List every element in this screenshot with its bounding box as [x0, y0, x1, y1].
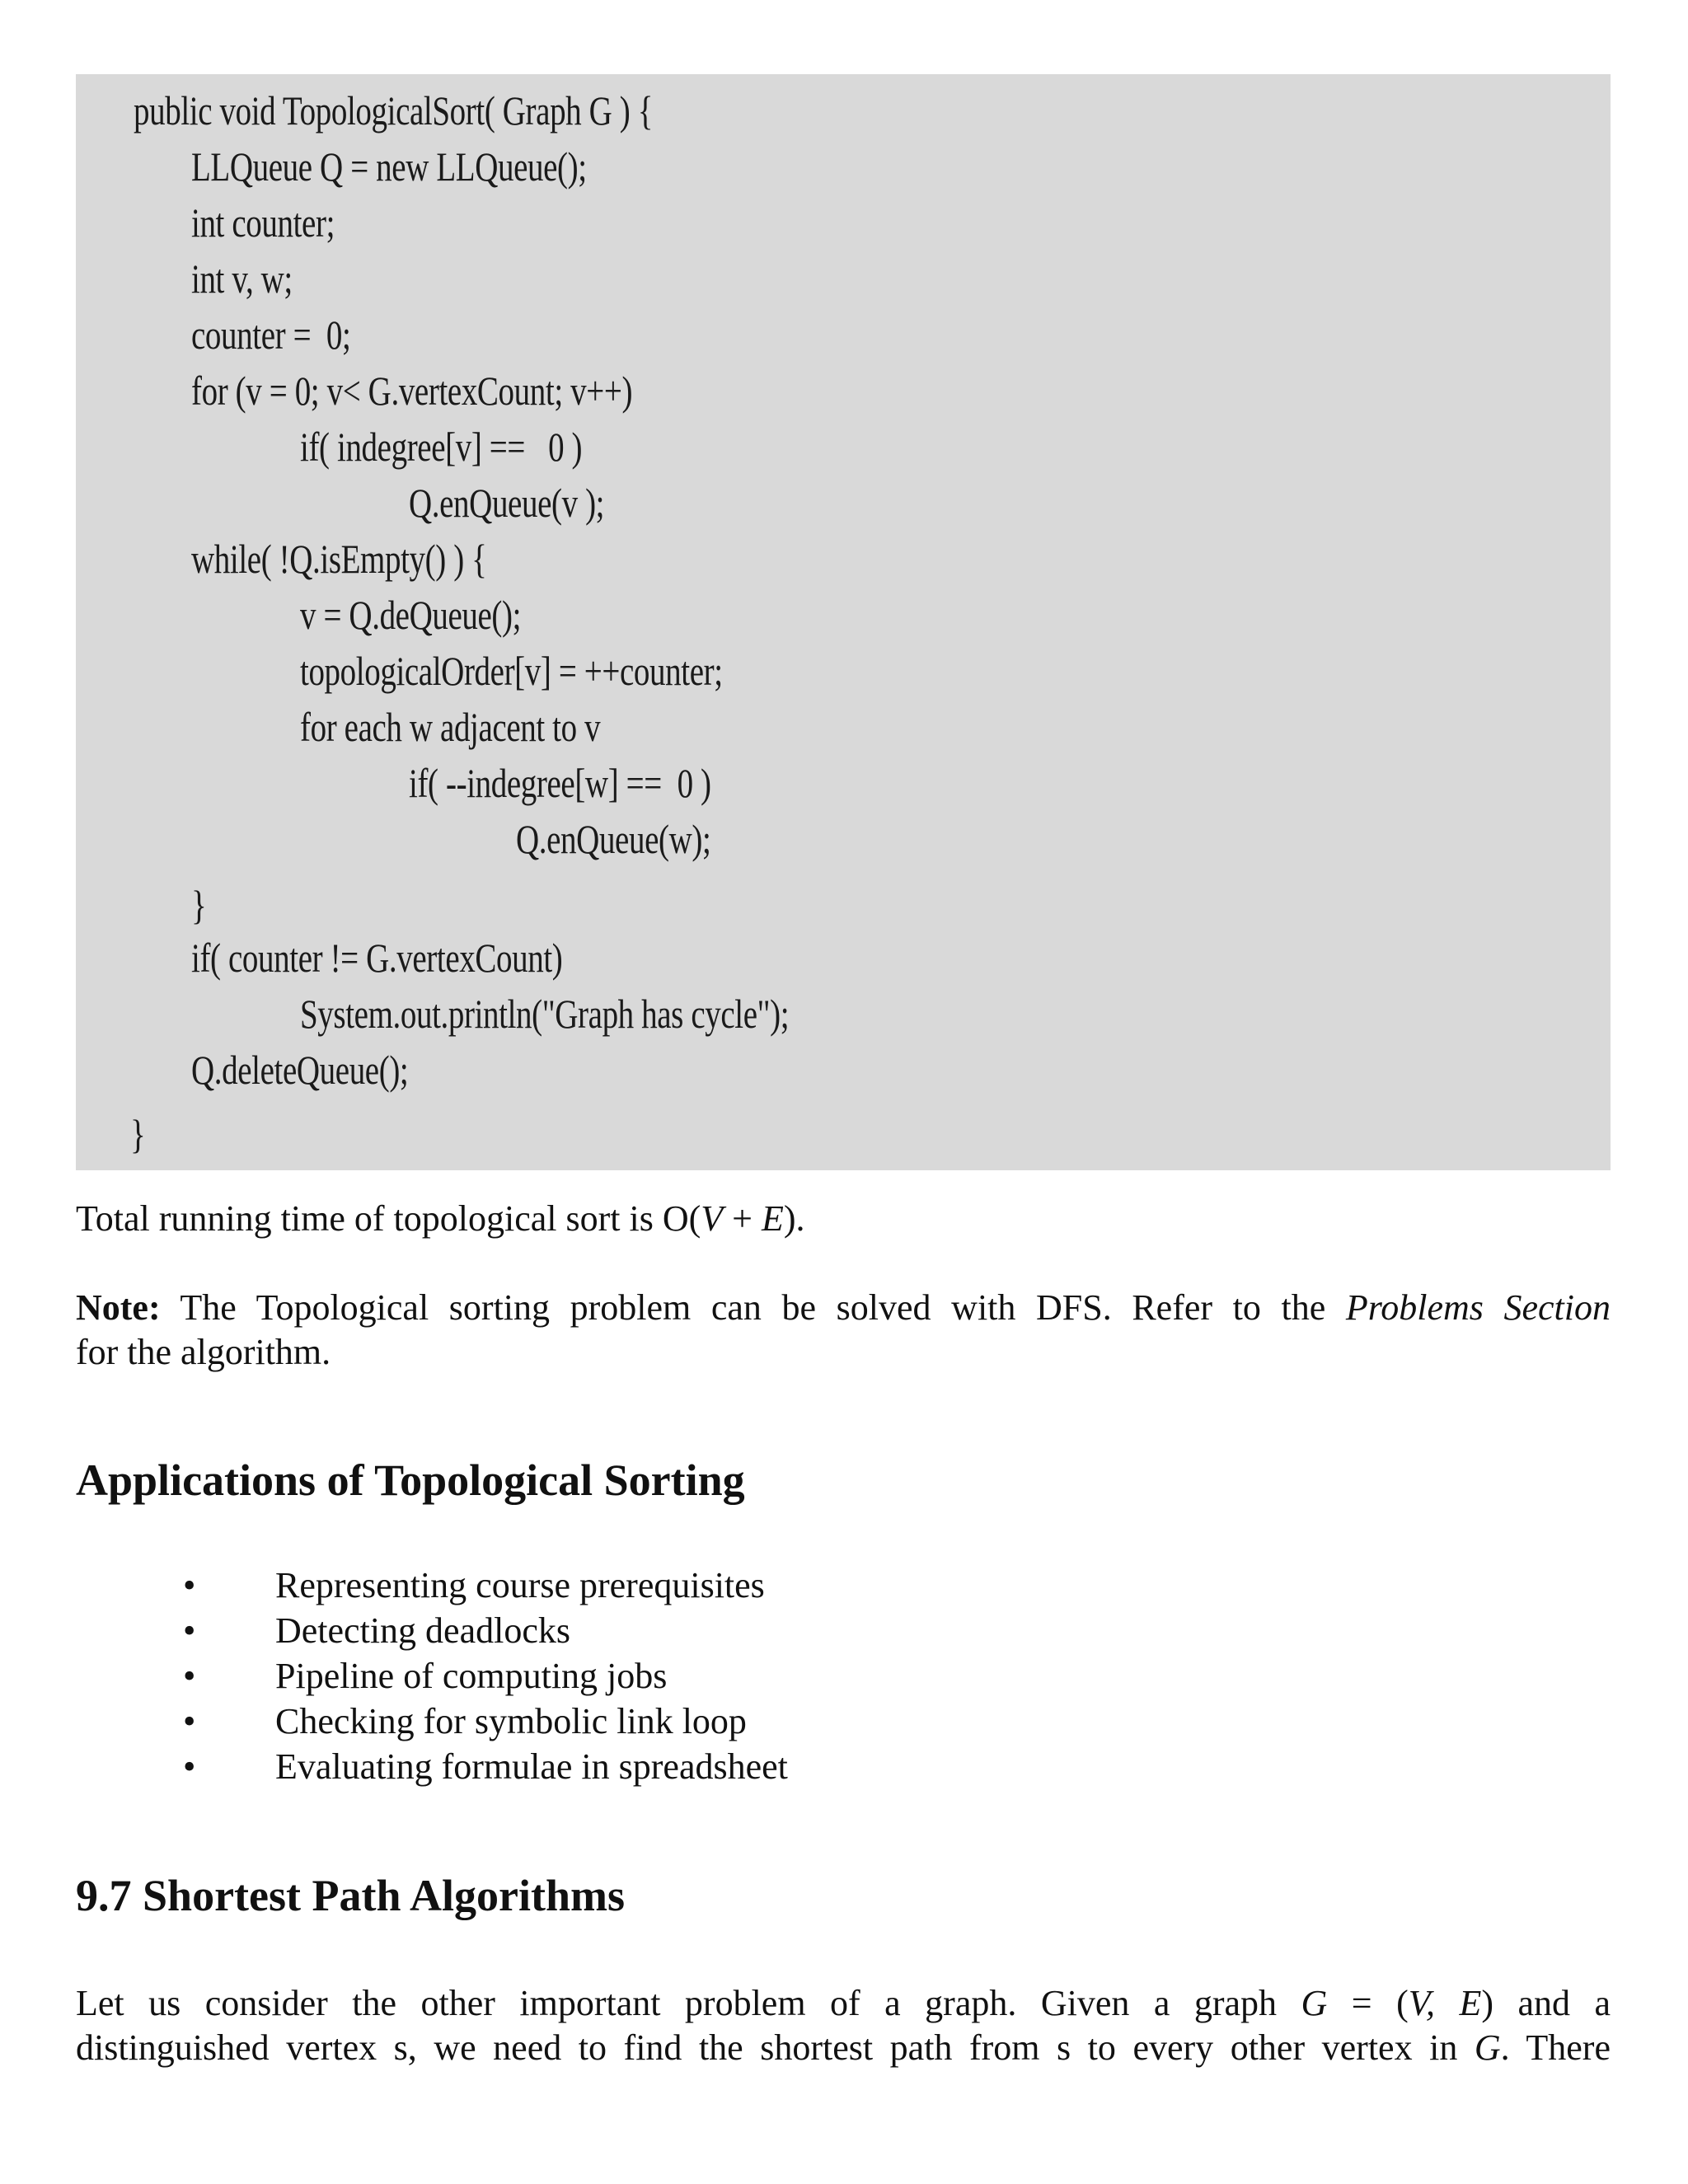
bullet-icon: •	[183, 1610, 196, 1651]
bullet-icon: •	[183, 1565, 196, 1605]
edge-set-symbol: E	[1459, 1983, 1482, 2023]
intro-text: = (	[1327, 1983, 1409, 2023]
list-item	[0, 1608, 1688, 1654]
list-item	[0, 1744, 1688, 1790]
intro-text: distinguished vertex s, we need to find the shortest path from s to every other vertex in	[76, 2027, 1475, 2068]
code-line: Q.enQueue(v );	[409, 480, 605, 526]
list-item-text: Representing course prerequisites	[275, 1565, 765, 1605]
code-listing	[76, 74, 1611, 1170]
code-line: int counter;	[191, 199, 335, 246]
code-line: LLQueue Q = new LLQueue();	[191, 143, 587, 190]
bullet-icon: •	[183, 1656, 196, 1696]
intro-text: Let us consider the other important problem of a graph. Given a graph	[76, 1983, 1301, 2023]
applications-heading: Applications of Topological Sorting	[76, 1455, 745, 1505]
list-item	[0, 1653, 1688, 1699]
list-item-text: Detecting deadlocks	[275, 1610, 570, 1651]
code-line: Q.enQueue(w);	[516, 816, 711, 862]
code-line: if( --indegree[w] == 0 )	[409, 760, 711, 806]
code-line: if( indegree[v] == 0 )	[300, 424, 583, 470]
note-label: Note:	[76, 1287, 161, 1328]
code-line: for (v = 0; v< G.vertexCount; v++)	[191, 368, 633, 414]
bullet-icon: •	[183, 1701, 196, 1741]
vertex-set-symbol: V,	[1408, 1983, 1435, 2023]
edge-symbol: E	[761, 1198, 784, 1239]
plus-sign: +	[723, 1198, 762, 1239]
intro-paragraph-line1	[76, 1981, 1611, 2026]
note-paragraph-line1	[76, 1286, 1611, 1330]
list-item-text: Evaluating formulae in spreadsheet	[275, 1746, 788, 1787]
section-heading: 9.7 Shortest Path Algorithms	[76, 1871, 625, 1920]
running-time-suffix: ).	[783, 1198, 805, 1239]
note-paragraph-line2	[76, 1330, 1611, 1375]
code-line: counter = 0;	[191, 312, 351, 358]
graph-symbol: G	[1301, 1983, 1328, 2023]
code-line: for each w adjacent to v	[300, 704, 601, 750]
code-line: }	[130, 1111, 146, 1157]
code-line: System.out.println("Graph has cycle");	[300, 991, 790, 1037]
running-time-paragraph	[76, 1197, 1611, 1241]
code-line: Q.deleteQueue();	[191, 1047, 409, 1093]
problems-section-reference: Problems Section	[1345, 1287, 1611, 1328]
code-line: int v, w;	[191, 255, 293, 302]
list-item	[0, 1563, 1688, 1609]
vertex-symbol: V	[701, 1198, 724, 1239]
code-line: public void TopologicalSort( Graph G ) {	[134, 87, 654, 134]
intro-text	[1435, 1983, 1459, 2023]
code-line: }	[191, 882, 207, 928]
list-item	[0, 1699, 1688, 1745]
note-text: The Topological sorting problem can be solved with DFS. Refer to the	[160, 1287, 1346, 1328]
graph-symbol: G	[1474, 2027, 1501, 2068]
note-text-continued: for the algorithm.	[76, 1332, 331, 1372]
intro-text: . There	[1500, 2027, 1611, 2068]
bullet-icon: •	[183, 1746, 196, 1787]
code-line: if( counter != G.vertexCount)	[191, 935, 563, 981]
running-time-text: Total running time of topological sort is O(	[76, 1198, 701, 1239]
list-item-text: Pipeline of computing jobs	[275, 1656, 668, 1696]
code-line: while( !Q.isEmpty() ) {	[191, 536, 487, 582]
intro-text: ) and a	[1481, 1983, 1611, 2023]
intro-paragraph-line2	[76, 2026, 1611, 2070]
code-line: topologicalOrder[v] = ++counter;	[300, 648, 723, 694]
list-item-text: Checking for symbolic link loop	[275, 1701, 747, 1741]
code-line: v = Q.deQueue();	[300, 592, 522, 638]
